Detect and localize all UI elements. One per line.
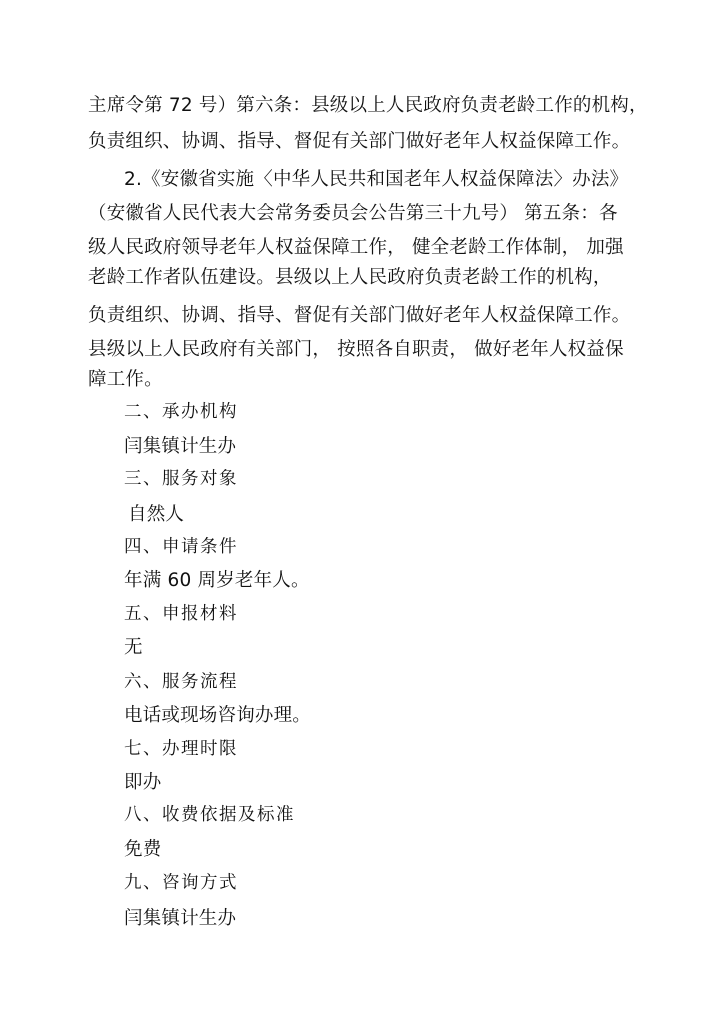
section-heading: 四、申请条件 bbox=[124, 537, 238, 557]
body-text-line-6: 老龄工作者队伍建设。县级以上人民政府负责老龄工作的机构， bbox=[88, 267, 612, 288]
body-text-line-5: 级人民政府领导老年人权益保障工作， 健全老龄工作体制， 加强 bbox=[88, 237, 624, 258]
section-content: 自然人 bbox=[128, 504, 185, 525]
section-heading: 二、承办机构 bbox=[124, 402, 238, 422]
body-text-line-2: 负责组织、协调、指导、督促有关部门做好老年人权益保障工作。 bbox=[88, 131, 631, 152]
body-text-line-1: 主席令第 72 号）第六条：县级以上人民政府负责老龄工作的机构， bbox=[88, 95, 648, 116]
section-content: 闫集镇计生办 bbox=[124, 436, 237, 457]
body-text-line-4: （安徽省人民代表大会常务委员会公告第三十九号） 第五条：各 bbox=[88, 203, 618, 224]
section-heading: 九、咨询方式 bbox=[124, 873, 238, 893]
section-heading: 五、申报材料 bbox=[124, 604, 238, 624]
body-text-line-7: 负责组织、协调、指导、督促有关部门做好老年人权益保障工作。 bbox=[88, 305, 631, 326]
body-text-line-8: 县级以上人民政府有关部门， 按照各自职责， 做好老年人权益保 bbox=[88, 339, 624, 360]
section-heading: 六、服务流程 bbox=[124, 672, 238, 692]
section-content: 闫集镇计生办 bbox=[124, 908, 237, 929]
section-content: 电话或现场咨询办理。 bbox=[124, 705, 312, 726]
section-content: 免费 bbox=[124, 839, 162, 860]
section-heading: 七、办理时限 bbox=[124, 739, 238, 759]
section-heading: 八、收费依据及标准 bbox=[124, 805, 295, 825]
section-heading: 三、服务对象 bbox=[124, 469, 238, 489]
body-text-line-9: 障工作。 bbox=[88, 369, 163, 390]
section-content: 即办 bbox=[124, 772, 162, 793]
section-content: 无 bbox=[124, 637, 143, 658]
section-content: 年满 60 周岁老年人。 bbox=[124, 570, 310, 591]
body-text-line-3: 2.《安徽省实施〈中华人民共和国老年人权益保障法〉办法》 bbox=[124, 169, 629, 190]
